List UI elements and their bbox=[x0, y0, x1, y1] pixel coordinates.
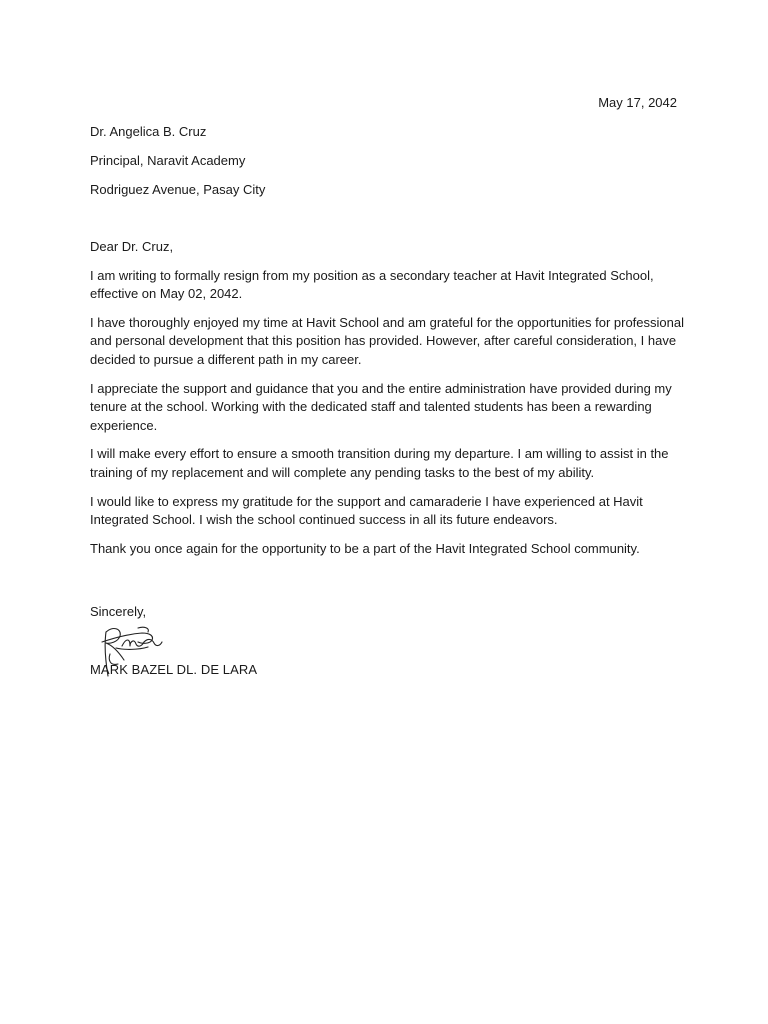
paragraph-3: I appreciate the support and guidance that you and the entire administration have provided during my tenure at the school. Working with the dedicated staff and talented students has been a rewarding experience. bbox=[90, 380, 672, 433]
letter-date: May 17, 2042 bbox=[598, 95, 677, 110]
paragraph-1: I am writing to formally resign from my position as a secondary teacher at Havit Integrated School, effective on May 02, 2042. bbox=[90, 267, 654, 302]
recipient-address: Rodriguez Avenue, Pasay City bbox=[90, 182, 266, 197]
paragraph-6: Thank you once again for the opportunity to be a part of the Havit Integrated School community. bbox=[90, 540, 640, 556]
paragraph-2: I have thoroughly enjoyed my time at Havit School and am grateful for the opportunities for professional and personal development that this position has provided. However, after careful consideration, I have decided to pursue a different path in my career. bbox=[90, 314, 684, 367]
closing: Sincerely, bbox=[90, 604, 147, 619]
letter-body bbox=[90, 238, 684, 568]
paragraph-5: I would like to express my gratitude for the support and camaraderie I have experienced at Havit Integrated School. I wish the school continued success in all its future endeavors. bbox=[90, 493, 643, 528]
recipient-title: Principal, Naravit Academy bbox=[90, 153, 246, 168]
paragraph-4: I will make every effort to ensure a smooth transition during my departure. I am willing to assist in the training of my replacement and will complete any pending tasks to the best of my ability. bbox=[90, 446, 669, 480]
signer-name: MARK BAZEL DL. DE LARA bbox=[90, 662, 258, 677]
salutation: Dear Dr. Cruz, bbox=[90, 239, 174, 254]
recipient-name: Dr. Angelica B. Cruz bbox=[90, 124, 207, 139]
recipient-block bbox=[90, 123, 690, 210]
